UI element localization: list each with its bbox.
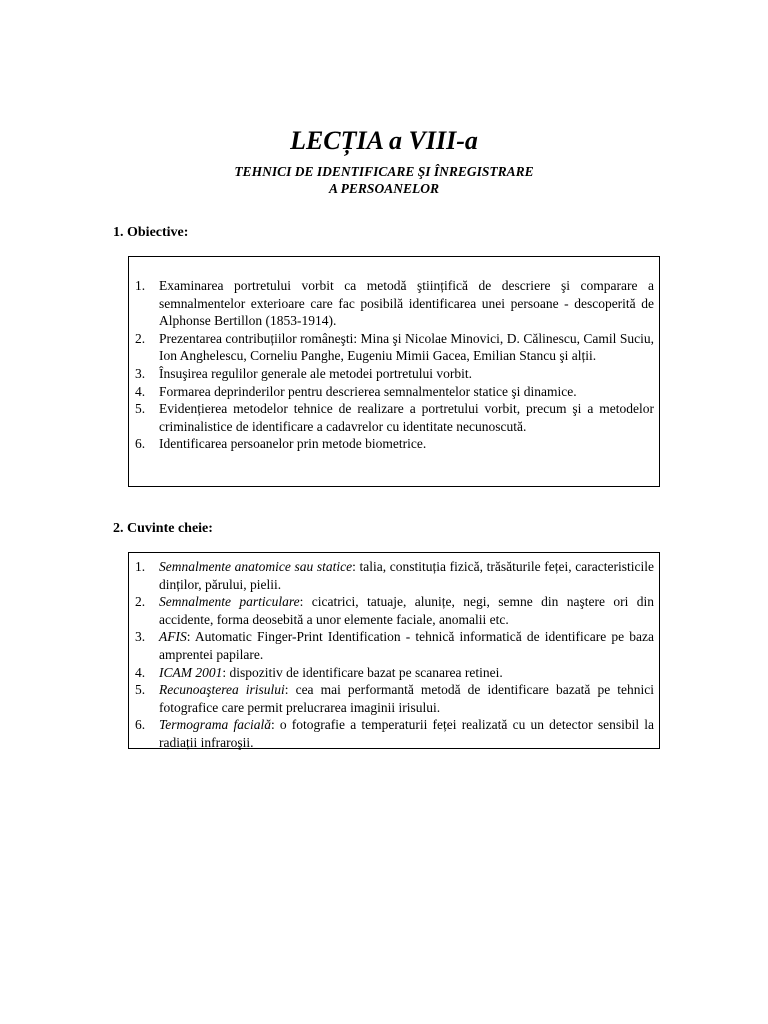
lesson-title: LECȚIA a VIII-a (290, 126, 478, 155)
list-item: 5. Recunoaşterea irisului: cea mai performantă metodă de identificare bazată pe tehnici fotografice care permit prelucrarea imaginii irisului. (135, 682, 654, 715)
list-item: 2. Semnalmente particulare: cicatrici, tatuaje, alunițe, negi, semne din naştere ori din accidente, forma deosebită a unor elemente faciale, anomalii etc. (135, 594, 654, 627)
objectives-heading: 1. Obiective: (113, 225, 189, 240)
subtitle-line-1: TEHNICI DE IDENTIFICARE ŞI ÎNREGISTRARE (234, 164, 534, 179)
list-item: 6. Termograma facială: o fotografie a temperaturii feței realizată cu un detector sensibil la radiații infraroşii. (135, 717, 654, 750)
subtitle-line-2: A PERSOANELOR (329, 181, 439, 196)
objectives-box (128, 256, 660, 487)
keywords-box (128, 552, 660, 749)
list-item: 2. Prezentarea contribuțiilor româneşti: Mina şi Nicolae Minovici, D. Călinescu, Camil Suciu, Ion Anghelescu, Corneliu Panghe, Eugeniu Mimii Gacea, Emilian Stancu şi alții. (135, 330, 654, 364)
list-item: 3. AFIS: Automatic Finger-Print Identification - tehnică informatică de identificare pe baza amprentei papilare. (135, 629, 654, 662)
list-item: 4. ICAM 2001: dispozitiv de identificare bazat pe scanarea retinei. (135, 664, 503, 680)
objectives-list (129, 277, 654, 453)
keywords-list (129, 558, 654, 752)
list-item: 6. Identificarea persoanelor prin metode biometrice. (135, 436, 427, 452)
list-item: 3. Însuşirea regulilor generale ale metodei portretului vorbit. (135, 365, 473, 381)
lesson-subtitle (0, 163, 768, 197)
keywords-heading: 2. Cuvinte cheie: (113, 521, 213, 536)
list-item: 1. Semnalmente anatomice sau statice: talia, constituția fizică, trăsăturile feței, caracteristicile dinților, părului, pielii. (135, 559, 654, 592)
list-item: 5. Evidențierea metodelor tehnice de realizare a portretului vorbit, precum şi a metodelor criminalistice de identificare a cadavrelor cu identitate necunoscută. (135, 401, 654, 434)
list-item: 4. Formarea deprinderilor pentru descrierea semnalmentelor statice şi dinamice. (135, 383, 577, 399)
list-item: 1. Examinarea portretului vorbit ca metodă ştiințifică de descriere şi comparare a semnalmentelor exterioare care fac posibilă identificarea unei persoane - descoperită de Alphonse Bertillon (1853-1914). (135, 278, 654, 329)
